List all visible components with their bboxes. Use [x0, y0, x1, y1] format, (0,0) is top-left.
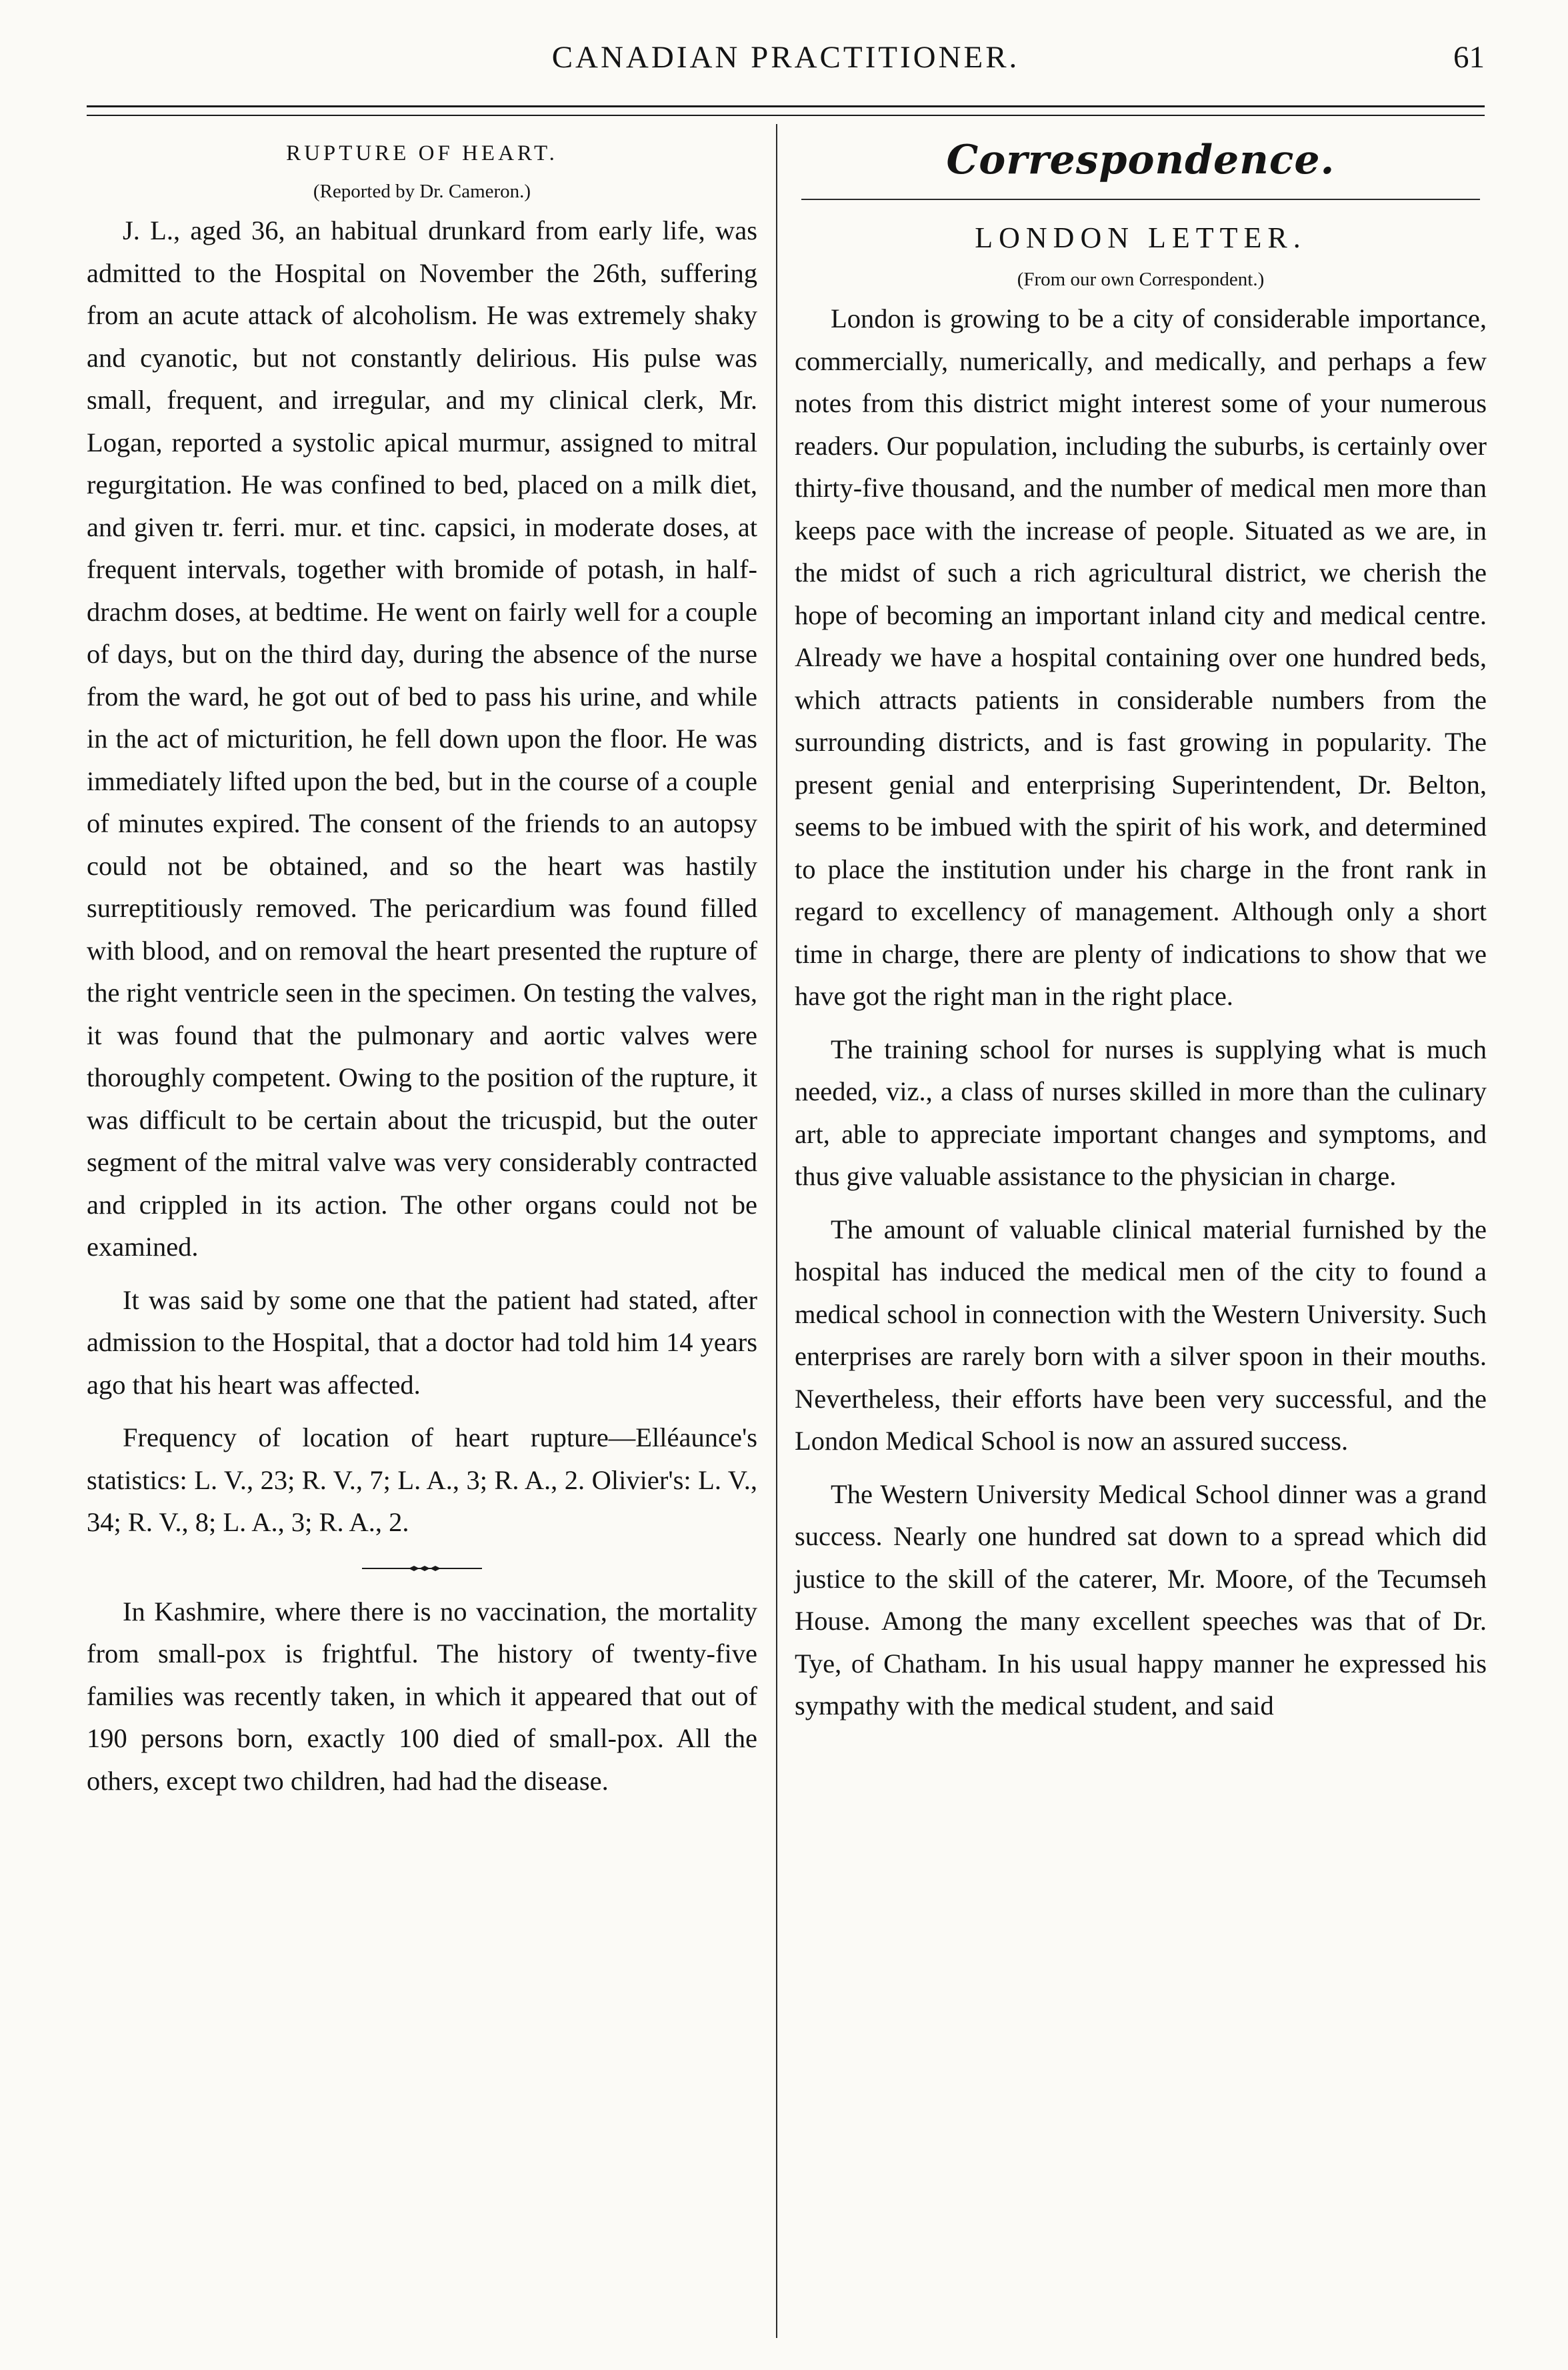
letter-paragraph: The training school for nurses is supplying what is much needed, viz., a class of nurses skilled in more than the culinary art, able to appreciate important changes and symptoms, and thus give valuable assistance to the physician in charge. [795, 1034, 1487, 1191]
article-paragraph: It was said by some one that the patient had stated, after admission to the Hospital, that a doctor had told him 14 years ago that his heart was affected. [87, 1284, 757, 1400]
column-divider [776, 124, 777, 2338]
article-paragraph: J. L., aged 36, an habitual drunkard from early life, was admitted to the Hospital on November the 26th, suffering from an acute attack of alcoholism. He was extremely shaky and cyanotic, but not constantly delirious. His pulse was small, frequent, and irregular, and my clinical clerk, Mr. Logan, reported a systolic apical murmur, assigned to mitral regurgitation. He was confined to bed, placed on a milk diet, and given tr. ferri. mur. et tinc. capsici, in moderate doses, at frequent intervals, together with bromide of potash, in half-drachm doses, at bedtime. He went on fairly well for a couple of days, but on the third day, during the absence of the nurse from the ward, he got out of bed to pass his urine, and while in the act of micturition, he fell down upon the floor. He was immediately lifted upon the bed, but in the course of a couple of minutes expired. The consent of the friends to an autopsy could not be obtained, and so the heart was hastily surreptitiously removed. The pericardium was found filled with blood, and on removal the heart presented the rupture of the right ventricle seen in the specimen. On testing the valves, it was found that the pulmonary and aortic valves were thoroughly competent. Owing to the position of the rupture, it was difficult to be certain about the tricuspid, but the outer segment of the mitral valve was very considerably contracted and crippled in its action. The other organs could not be examined. [87, 215, 757, 1262]
section-rule [801, 199, 1480, 200]
header-rule-bottom [87, 115, 1485, 116]
letter-paragraph: The amount of valuable clinical material furnished by the hospital has induced the medical men of the city to found a medical school in connection with the Western University. Such enterprises are rarely born with a silver spoon in their mouths. Nevertheless, their efforts have been very successful, and the London Medical School is now an assured success. [795, 1214, 1487, 1456]
header-rule-top [87, 105, 1485, 107]
article-title: RUPTURE OF HEART. [286, 141, 558, 165]
article-byline: (Reported by Dr. Cameron.) [313, 181, 531, 202]
ornament-divider [362, 1565, 482, 1572]
kashmire-paragraph: In Kashmire, where there is no vaccination, the mortality from small-pox is frightful. The history of twenty-five families was recently taken, in which it appeared that out of 190 persons born, exactly 100 died of small-pox. All the others, except two children, had had the disease. [87, 1596, 757, 1796]
letter-byline: (From our own Correspondent.) [1017, 269, 1265, 290]
letter-paragraph: The Western University Medical School dinner was a grand success. Nearly one hundred sat down to a spread which did justice to the skill of the caterer, Mr. Moore, of the Tecumseh House. Among the many excellent speeches was that of Dr. Tye, of Chatham. In his usual happy manner he expressed his sympathy with the medical student, and said [795, 1478, 1487, 1720]
page-number: 61 [1453, 40, 1485, 75]
article-paragraph: Frequency of location of heart rupture—Elléaunce's statistics: L. V., 23; R. V., 7; L. A., 3; R. A., 2. Olivier's: L. V., 34; R. V., 8; L. A., 3; R. A., 2. [87, 1422, 757, 1537]
letter-title: LONDON LETTER. [975, 221, 1307, 254]
left-column [87, 133, 757, 1802]
section-heading: Correspondence. [946, 137, 1335, 183]
journal-title: CANADIAN PRACTITIONER. [551, 40, 1020, 75]
running-header [87, 39, 1485, 85]
right-column [795, 133, 1487, 1727]
letter-paragraph: London is growing to be a city of considerable importance, commercially, numerically, and medically, and perhaps a few notes from this district might interest some of your numerous readers. Our population, including the suburbs, is certainly over thirty-five thousand, and the number of medical men more than keeps pace with the increase of people. Situated as we are, in the midst of such a rich agricultural district, we cherish the hope of becoming an important inland city and medical centre. Already we have a hospital containing over one hundred beds, which attracts patients in considerable numbers from the surrounding districts, and is fast growing in popularity. The present genial and enterprising Superintendent, Dr. Belton, seems to be imbued with the spirit of his work, and determined to place the institution under his charge in the front rank in regard to excellency of management. Although only a short time in charge, there are plenty of indications to show that we have got the right man in the right place. [795, 303, 1487, 1011]
